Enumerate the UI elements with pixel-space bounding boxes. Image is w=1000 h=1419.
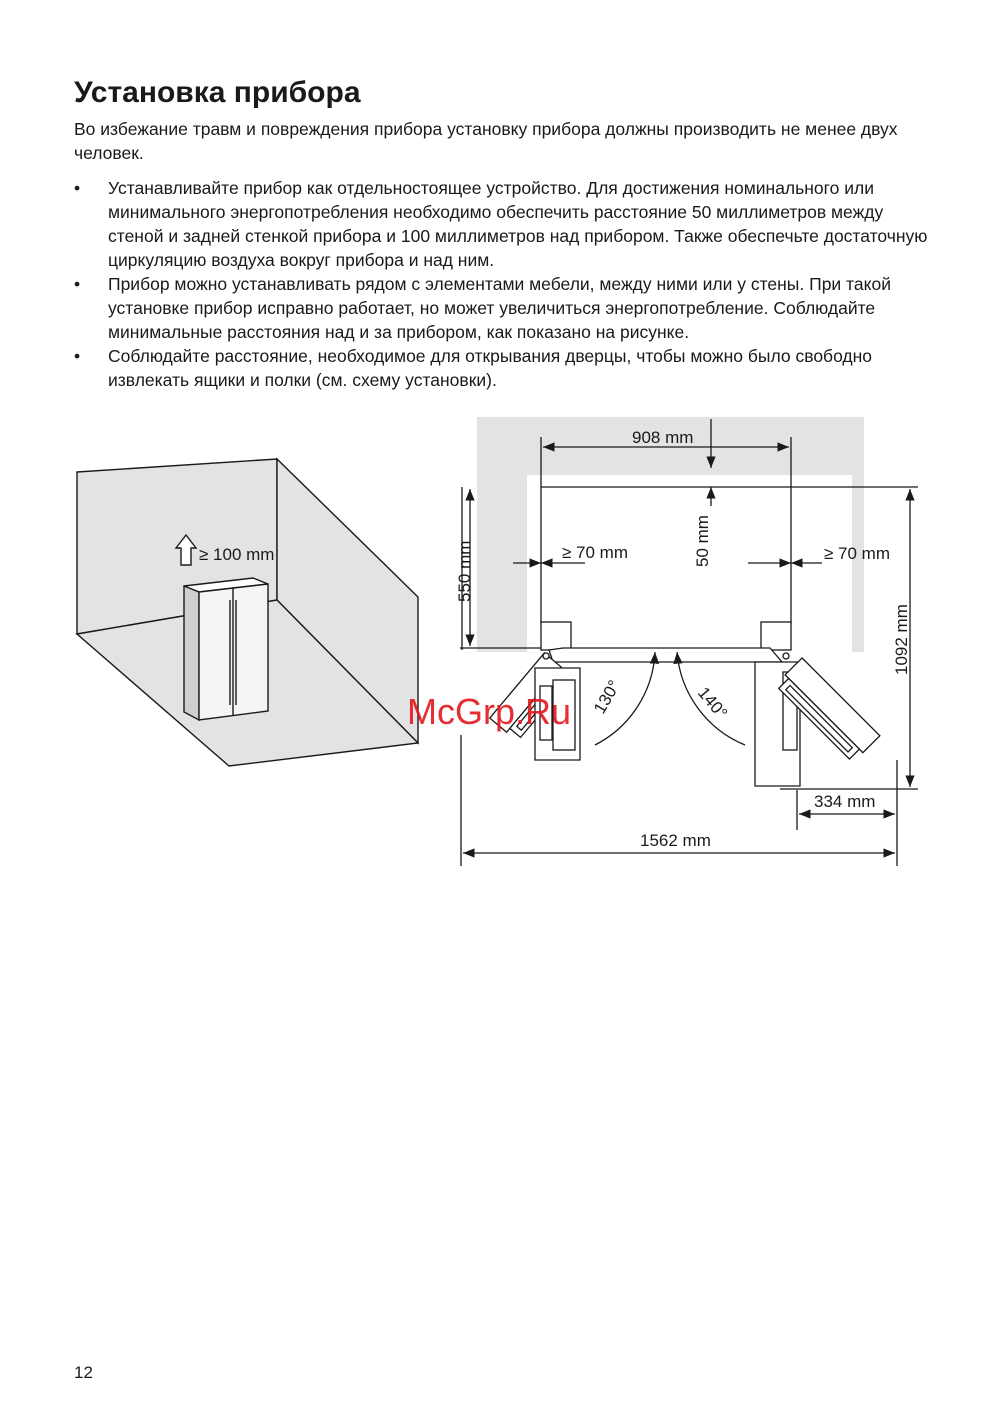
- total-width-label: 1562 mm: [640, 831, 711, 850]
- fridge-left-side: [184, 586, 199, 720]
- fridge-body-plan: [541, 622, 571, 650]
- watermark: McGrp.Ru: [407, 691, 572, 732]
- angle-right-label: 140°: [693, 683, 732, 723]
- bullet-text: Прибор можно устанавливать рядом с элементами мебели, между ними или у стены. При такой установке прибор исправно работает, но может увеличиться энергопотребление. Соблюдайте минимальные расстояния над и за прибором, как показано на рисунке.: [108, 274, 891, 342]
- side-right-label: ≥ 70 mm: [824, 544, 891, 563]
- wall-shade: [477, 417, 864, 652]
- gap-back-label: 50 mm: [693, 515, 712, 567]
- plan-figure: [455, 417, 918, 866]
- side-left-label: ≥ 70 mm: [562, 543, 629, 562]
- intro-paragraph: Во избежание травм и повреждения прибора установку прибора должны производить не менее двух человек.: [74, 119, 898, 163]
- width-top-label: 908 mm: [632, 428, 694, 447]
- page-number: 12: [74, 1363, 93, 1382]
- page-title: Установка прибора: [74, 76, 361, 109]
- angle-left-label: 130°: [590, 677, 625, 717]
- room-figure: [77, 459, 418, 766]
- depth-left-label: 550 mm: [455, 540, 474, 602]
- bullet-text: Соблюдайте расстояние, необходимое для открывания дверцы, чтобы можно было свободно извлекать ящики и полки (см. схему установки).: [108, 346, 873, 390]
- total-depth-label: 1092 mm: [892, 604, 911, 675]
- door-depth-label: 334 mm: [814, 792, 876, 811]
- clearance-top-label: ≥ 100 mm: [199, 545, 275, 564]
- bullet-dot: •: [74, 346, 81, 366]
- bullet-text: Устанавливайте прибор как отдельностоящее устройство. Для достижения номинального или минимального энергопотребления необходимо обеспечить расстояние 50 миллиметров между стеной и задней стенкой прибора и 100 миллиметров над прибором. Также обеспечьте достаточную циркуляцию воздуха вокруг прибора и над ним.: [108, 178, 928, 270]
- bullet-dot: •: [74, 274, 81, 294]
- bullet-dot: •: [74, 178, 81, 198]
